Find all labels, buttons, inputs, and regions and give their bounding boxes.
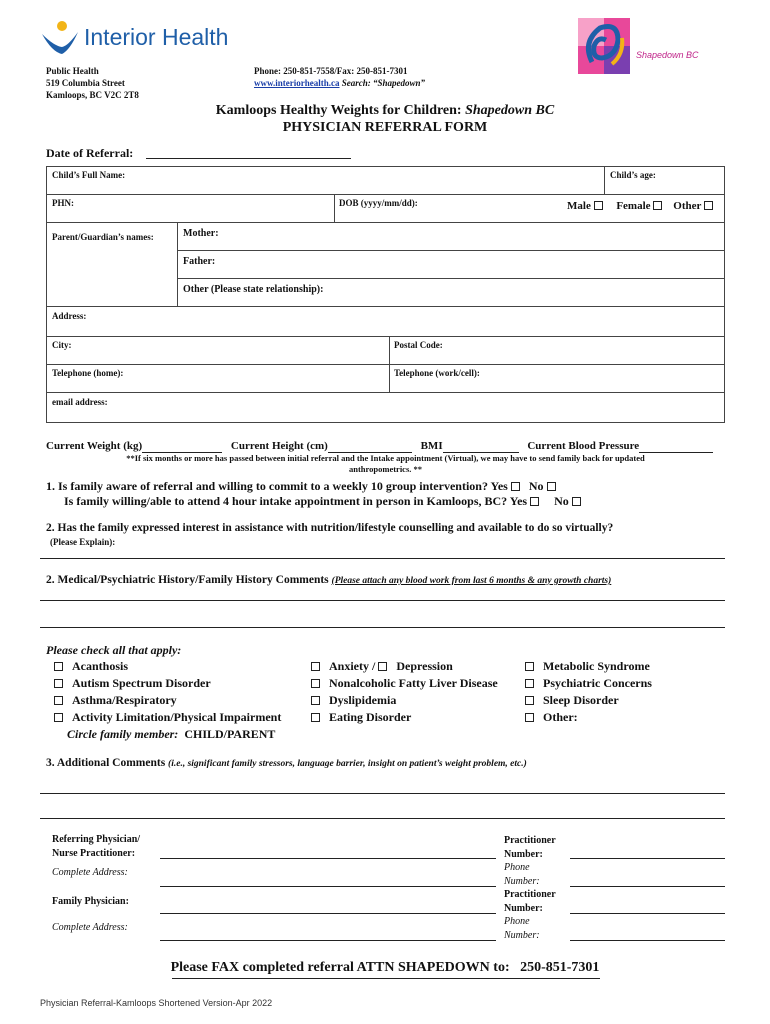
phone-fax: Phone: 250-851-7558/Fax: 250-851-7301 [254,66,408,76]
medical-history-note: (Please attach any blood work from last 6 months & any growth charts) [331,576,612,586]
eating-disorder-label: Eating Disorder [329,710,412,724]
weight-label: Current Weight (kg) [46,440,143,452]
medical-history-row [46,574,611,586]
ih-address [46,65,139,101]
shapedown-logo [578,18,708,76]
nafld-label: Nonalcoholic Fatty Liver Disease [329,676,498,690]
practitioner-number-field-1[interactable] [570,858,725,859]
city-label: City: [52,340,72,350]
referring-line2: Nurse Practitioner: [52,848,136,859]
q1b-no-checkbox[interactable] [572,497,581,506]
tel-home-label: Telephone (home): [52,368,124,378]
other-condition-checkbox[interactable] [525,713,534,722]
referring-line1: Referring Physician/ [52,834,141,845]
referring-physician-field[interactable] [160,858,496,859]
checklist-heading: Please check all that apply: [46,643,182,657]
anthropometrics-note [46,453,725,475]
bmi-field[interactable] [443,440,519,453]
bmi-label: BMI [420,440,443,452]
height-label: Current Height (cm) [230,440,328,452]
other-condition-label: Other: [543,710,578,724]
fax-instruction-underline [172,978,600,979]
medical-history-line-2[interactable] [40,627,725,628]
form-title [0,102,770,136]
additional-comments-label: 3. Additional Comments [46,757,166,769]
other-sex-checkbox[interactable] [704,201,713,210]
complete-address-field-1[interactable] [160,886,496,887]
autism-label: Autism Spectrum Disorder [72,676,211,690]
bp-field[interactable] [639,440,713,453]
other-sex-label: Other [673,200,702,212]
q2-question: 2. Has the family expressed interest in assistance with nutrition/lifestyle counselling and available to do so virtually? [46,522,614,534]
title-main: Kamloops Healthy Weights for Children: [215,103,462,118]
depression-checkbox[interactable] [378,662,387,671]
practitioner-number-label-1: Practitioner [504,835,556,846]
sleep-disorder-label: Sleep Disorder [543,693,619,707]
female-label: Female [616,200,651,212]
male-label: Male [567,200,591,212]
phone-number-label-1b: Number: [504,875,540,887]
anxiety-label: Anxiety / [329,659,376,673]
anxiety-checkbox[interactable] [311,662,320,671]
q1-yes-checkbox[interactable] [511,482,520,491]
weight-field[interactable] [142,440,222,453]
checklist-col-3 [525,658,652,726]
mother-label: Mother: [183,228,219,239]
autism-checkbox[interactable] [54,679,63,688]
sleep-disorder-checkbox[interactable] [525,696,534,705]
family-physician-field[interactable] [160,913,496,914]
checklist-col-2 [311,658,498,726]
child-name-cell[interactable] [46,166,605,195]
shapedown-logo-icon [578,18,630,74]
practitioner-number-field-2[interactable] [570,913,725,914]
family-physician-label: Family Physician: [52,896,129,907]
nafld-checkbox[interactable] [311,679,320,688]
additional-comments-note: (i.e., significant family stressors, language barrier, insight on patient’s weight problem, etc.) [168,759,527,769]
parent-names-label: Parent/Guardian’s names: [52,232,154,242]
address-line: Public Health [46,66,99,76]
additional-comments-line-1[interactable] [40,793,725,794]
address-line: 519 Columbia Street [46,78,125,88]
title-italic: Shapedown BC [465,103,555,118]
q2-answer-line[interactable] [40,558,725,559]
activity-limitation-checkbox[interactable] [54,713,63,722]
q1-question: 1. Is family aware of referral and willing to commit to a weekly 10 group intervention? [46,479,488,493]
metabolic-syndrome-checkbox[interactable] [525,662,534,671]
phone-number-label-2: Phone [504,916,530,927]
date-of-referral-field[interactable] [146,158,351,159]
sex-options [567,200,713,212]
address-line: Kamloops, BC V2C 2T8 [46,90,139,100]
phone-number-label-2b: Number: [504,929,540,941]
bp-label: Current Blood Pressure [527,440,640,452]
additional-comments-line-2[interactable] [40,818,725,819]
measurements-row [46,440,713,453]
psychiatric-concerns-label: Psychiatric Concerns [543,676,652,690]
q1b-yes-label: Yes [509,494,528,508]
note-line: **If six months or more has passed between initial referral and the Intake appointment (Virtual), we may have to send family back for updated [126,453,645,463]
father-label: Father: [183,256,216,267]
metabolic-syndrome-label: Metabolic Syndrome [543,659,650,673]
phn-cell[interactable] [46,194,335,223]
ih-contact [254,65,425,89]
q1-line2 [64,494,581,509]
practitioner-number-label-2b: Number: [504,902,543,914]
acanthosis-checkbox[interactable] [54,662,63,671]
other-relationship-label: Other (Please state relationship): [183,284,324,295]
medical-history-label: 2. Medical/Psychiatric History/Family History Comments [46,574,329,586]
note-line: anthropometrics. ** [348,464,423,474]
email-cell[interactable] [46,392,725,423]
asthma-checkbox[interactable] [54,696,63,705]
address-label: Address: [52,311,87,321]
q1b-question: Is family willing/able to attend 4 hour intake appointment in person in Kamloops, BC? [64,494,508,508]
page-footer: Physician Referral-Kamloops Shortened Version-Apr 2022 [40,998,273,1008]
dyslipidemia-checkbox[interactable] [311,696,320,705]
eating-disorder-checkbox[interactable] [311,713,320,722]
circle-family-member-options[interactable]: CHILD/PARENT [184,727,276,741]
website-link[interactable]: www.interiorhealth.ca [254,78,340,88]
phone-number-field-2[interactable] [570,940,725,941]
male-checkbox[interactable] [594,201,603,210]
complete-address-field-2[interactable] [160,940,496,941]
email-label: email address: [52,397,108,407]
circle-family-member-label: Circle family member: [67,727,179,741]
phone-number-field-1[interactable] [570,886,725,887]
q1-no-label: No [528,479,544,493]
child-age-label: Child’s age: [610,170,656,180]
date-of-referral-label: Date of Referral: [46,146,134,160]
acanthosis-label: Acanthosis [72,659,129,673]
phone-number-label-1: Phone [504,862,530,873]
tel-work-label: Telephone (work/cell): [394,368,480,378]
activity-limitation-label: Activity Limitation/Physical Impairment [72,710,282,724]
child-name-label: Child’s Full Name: [52,170,126,180]
q1-no-checkbox[interactable] [547,482,556,491]
female-checkbox[interactable] [653,201,662,210]
psychiatric-concerns-checkbox[interactable] [525,679,534,688]
shapedown-logo-text: Shapedown BC [636,50,699,60]
q2-explain: (Please Explain): [50,537,116,547]
fax-instruction: Please FAX completed referral ATTN SHAPEDOWN to: 250-851-7301 [170,960,600,975]
q1-yes-label: Yes [490,479,508,493]
asthma-label: Asthma/Respiratory [72,693,177,707]
referring-physician-label [52,833,140,861]
depression-label: Depression [396,659,453,673]
practitioner-number-label-1b: Number: [504,848,543,860]
dob-label: DOB (yyyy/mm/dd): [339,198,418,208]
complete-address-label-2: Complete Address: [52,922,128,933]
mother-cell[interactable] [177,222,725,251]
dyslipidemia-label: Dyslipidemia [329,693,397,707]
q1b-no-label: No [554,494,569,508]
ih-logo-mark-icon [40,20,80,58]
q1-line1 [46,479,556,494]
complete-address-label-1: Complete Address: [52,867,128,878]
ih-logo [40,20,270,60]
q1b-yes-checkbox[interactable] [530,497,539,506]
org-name: Interior Health [84,24,229,50]
practitioner-labels [504,834,556,942]
phn-label: PHN: [52,198,74,208]
height-field[interactable] [328,440,412,453]
checklist-col-1 [54,658,281,743]
postal-code-label: Postal Code: [394,340,443,350]
additional-comments-row [46,757,527,769]
address-cell[interactable] [46,306,725,337]
city-cell[interactable] [46,336,390,365]
search-text: Search: “Shapedown” [341,78,426,88]
medical-history-line-1[interactable] [40,600,725,601]
practitioner-number-label-2: Practitioner [504,889,556,900]
title-subtitle: PHYSICIAN REFERRAL FORM [282,120,488,135]
father-cell[interactable] [177,250,725,279]
